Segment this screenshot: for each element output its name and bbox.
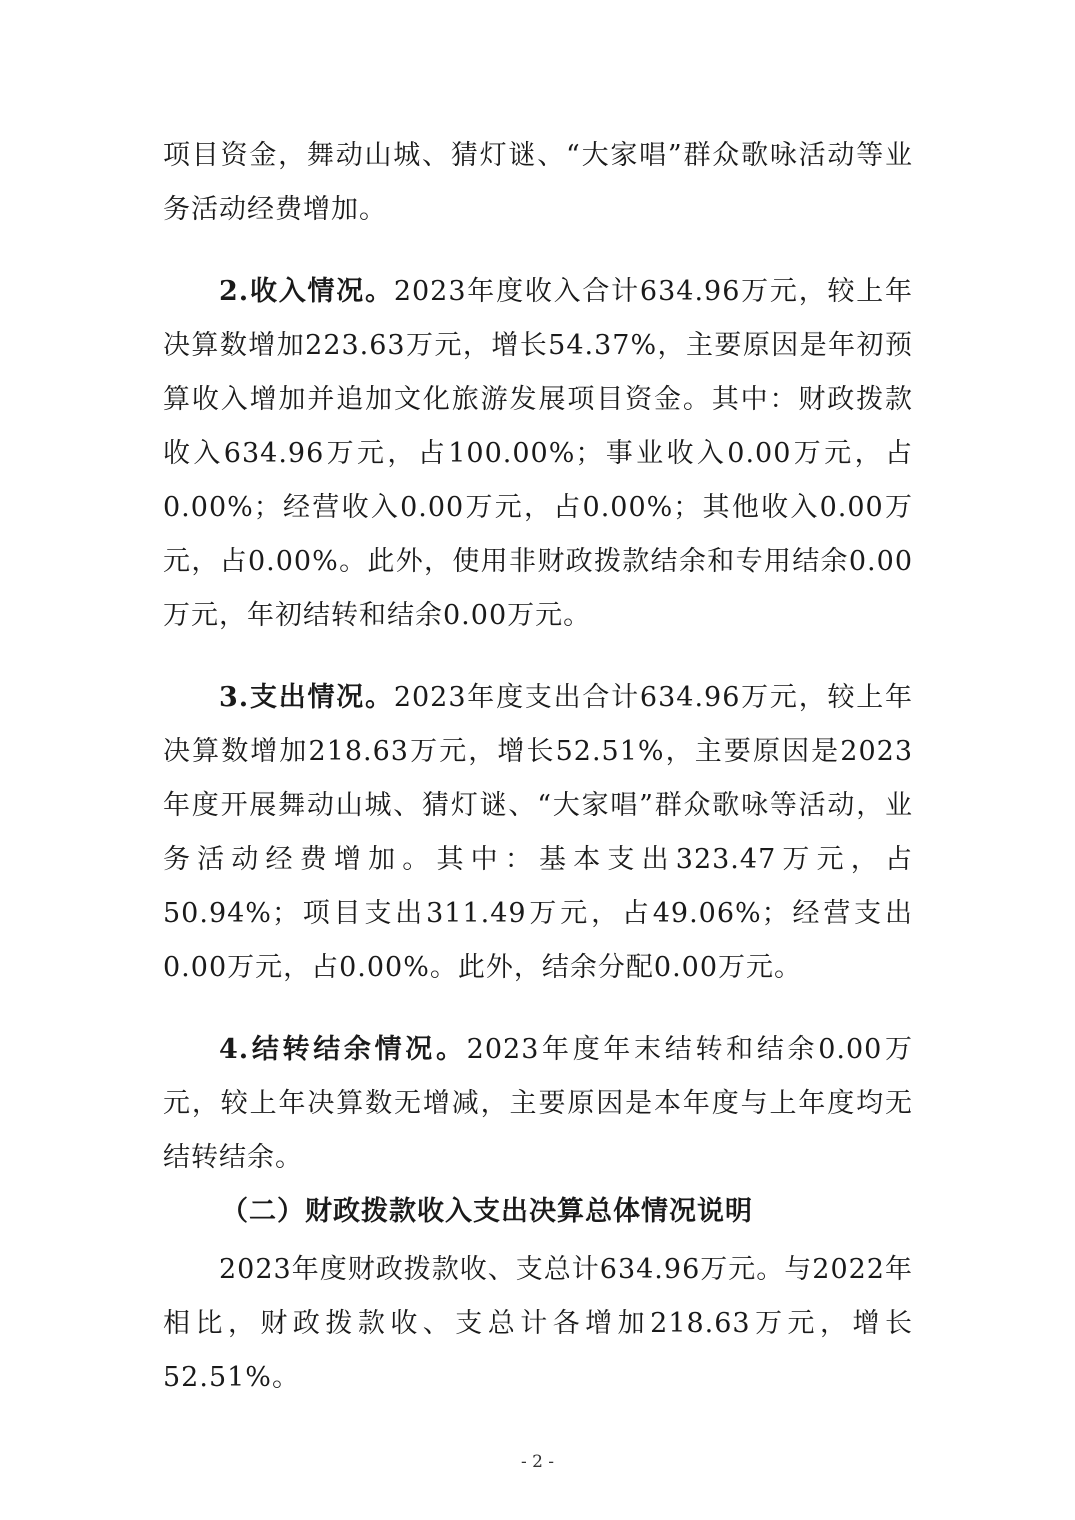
paragraph-text: 2023年度财政拨款收、支总计634.96万元。与2022年相比，财政拨款收、支总计各增加218.63万元，增长52.51%。 — [163, 1254, 913, 1393]
paragraph-text: 2023年度收入合计634.96万元，较上年决算数增加223.63万元，增长54.37%，主要原因是年初预算收入增加并追加文化旅游发展项目资金。其中：财政拨款收入634.96万元，占100.00%；事业收入0.00万元，占0.00%；经营收入0.00万元，占0.00%；其他收入0.00万元，占0.00%。此外，使用非财政拨款结余和专用结余0.00万元，年初结转和结余0.00万元。 — [163, 276, 914, 631]
paragraph-project-funds — [163, 129, 913, 237]
section-heading: （二）财政拨款收入支出决算总体情况说明 — [221, 1196, 753, 1227]
paragraph-fiscal-total — [163, 1243, 913, 1405]
paragraph-carryover — [163, 1023, 913, 1185]
paragraph-income — [163, 265, 913, 643]
page-number: - 2 - — [520, 1452, 555, 1472]
paragraph-lead-expenditure: 3.支出情况。 — [219, 682, 394, 713]
paragraph-text: 项目资金，舞动山城、猜灯谜、“大家唱”群众歌咏活动等业务活动经费增加。 — [163, 140, 913, 225]
paragraph-expenditure — [163, 671, 913, 995]
page-content — [163, 129, 913, 1405]
paragraph-lead-carryover: 4.结转结余情况。 — [219, 1034, 467, 1065]
paragraph-text: 2023年度年末结转和结余0.00万元，较上年决算数无增减，主要原因是本年度与上年度均无结转结余。 — [163, 1034, 913, 1173]
paragraph-lead-income: 2.收入情况。 — [219, 276, 394, 307]
paragraph-text: 2023年度支出合计634.96万元，较上年决算数增加218.63万元，增长52.51%，主要原因是2023年度开展舞动山城、猜灯谜、“大家唱”群众歌咏等活动，业务活动经费增加。其中：基本支出323.47万元，占50.94%；项目支出311.49万元，占49.06%；经营支出0.00万元，占0.00%。此外，结余分配0.00万元。 — [163, 682, 914, 983]
